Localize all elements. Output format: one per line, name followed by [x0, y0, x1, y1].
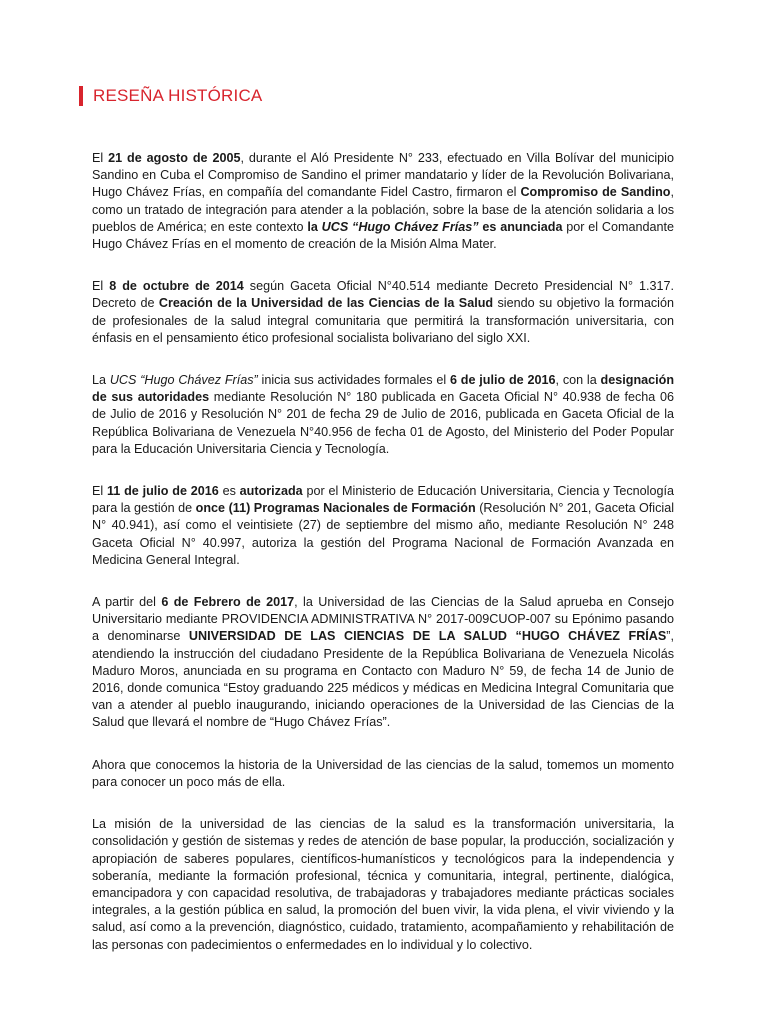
text-run: Compromiso de Sandino: [520, 185, 671, 200]
text-run: , durante el Aló Presidente N° 233, efectuado en Villa Bolívar del municipio Sandino en Cuba el Compromiso de Sandino el primer mandatario y líder de la Revolución Bolivariana, Hugo Chávez Frías, en compañía del comandante Fidel Castro, firmaron el: [92, 151, 674, 200]
text-run: , la Universidad de las Ciencias de la Salud aprueba en Consejo Universitario mediante PROVIDENCIA ADMINISTRATIVA N° 2017-009CUOP-007 su Epónimo pasando a denominarse: [92, 595, 674, 644]
document-body: [92, 150, 674, 979]
text-run: por el Comandante Hugo Chávez Frías en el momento de creación de la Misión Alma Mater.: [92, 219, 674, 252]
text-run: El: [92, 484, 107, 499]
text-run: 8 de octubre de 2014: [109, 279, 244, 294]
text-run: once (11) Programas Nacionales de Formación: [195, 501, 476, 516]
text-run: UNIVERSIDAD DE LAS CIENCIAS DE LA SALUD “HUGO CHÁVEZ FRÍAS: [188, 629, 667, 644]
paragraph-transition: [92, 757, 674, 791]
text-run: mediante Resolución N° 180 publicada en Gaceta Oficial N° 40.938 de fecha 06 de Julio de 2016 y Resolución N° 201 de fecha 29 de Julio de 2016, publicada en Gaceta Oficial de la República Bolivariana de Venezuela N°40.956 de fecha 01 de Agosto, del Ministerio del Poder Popular para la Educación Universitaria Ciencia y Tecnología.: [92, 390, 674, 456]
text-run: 6 de julio de 2016: [449, 373, 556, 388]
text-run: designación de sus autoridades: [92, 373, 675, 405]
paragraph-origin: [92, 150, 674, 253]
text-run: 11 de julio de 2016: [107, 484, 219, 499]
text-run: El: [92, 151, 109, 165]
text-run: , como un tratado de integración para atender a la población, sobre la base de la atención solidaria a los pueblos de América; en este contexto: [92, 185, 674, 234]
paragraph-creation-decree: [92, 278, 674, 347]
paragraph-authorization: [92, 483, 674, 569]
text-run: la: [307, 219, 322, 234]
text-run: A partir del: [92, 595, 162, 610]
text-run: 6 de Febrero de 2017: [161, 595, 295, 610]
text-run: siendo su objetivo la formación de profesionales de la salud integral comunitaria que permitirá la transformación universitaria, con énfasis en el pensamiento ético profesional socialista bolivariano del siglo XXI.: [92, 296, 674, 345]
paragraph-formal-start: [92, 372, 674, 458]
heading-accent-bar: [79, 86, 83, 106]
text-run: autorizada: [239, 484, 303, 499]
paragraph-mission: [92, 816, 674, 954]
text-run: Ahora que conocemos la historia de la Universidad de las ciencias de la salud, tomemos un momento para conocer un poco más de ella.: [92, 757, 674, 789]
section-heading: [79, 86, 262, 106]
text-run: Creación de la Universidad de las Ciencias de la Salud: [158, 296, 494, 311]
text-run: ”, atendiendo la instrucción del ciudadano Presidente de la República Bolivariana de Venezuela Nicolás Maduro Moros, anunciada en su programa en Contacto con Maduro N° 59, de fecha 14 de Junio de 2016, donde comunica “Estoy graduando 225 médicos y médicas en Medicina Integral Comunitaria que van a atender al pueblo inaugurando, iniciando operaciones de la Universidad de las Ciencias de la Salud que llevará el nombre de “Hugo Chávez Frías”.: [92, 629, 674, 730]
text-run: La misión de la universidad de las ciencias de la salud es la transformación universitaria, la consolidación y gestión de sistemas y redes de atención de base popular, la producción, socialización y apropiación de saberes populares, científicos-humanísticos y tecnológicos para la independencia y soberanía, mediante la formación profesional, técnica y comunitaria, integral, pertinente, dialógica, emancipadora y con capacidad resolutiva, de trabajadoras y trabajadores mediante prácticas sociales integrales, a la gestión pública en salud, la promoción del buen vivir, la vida plena, el vivir viviendo y la salud, así como a la prevención, diagnóstico, cuidado, tratamiento, acompañamiento y rehabilitación de las personas con padecimientos o enfermedades en lo individual y lo colectivo.: [92, 817, 674, 952]
text-run: es: [218, 484, 240, 499]
text-run: por el Ministerio de Educación Universitaria, Ciencia y Tecnología para la gestión de: [92, 484, 674, 516]
text-run: UCS “Hugo Chávez Frías”: [321, 219, 479, 234]
text-run: La: [92, 373, 110, 388]
text-run: según Gaceta Oficial N°40.514 mediante Decreto Presidencial N° 1.317. Decreto de: [92, 279, 674, 311]
text-run: , con la: [555, 373, 601, 388]
text-run: es anunciada: [478, 219, 563, 234]
text-run: (Resolución N° 201, Gaceta Oficial N° 40.941), así como el veintisiete (27) de septiembre del mismo año, mediante Resolución N° 248 Gaceta Oficial N° 40.997, autoriza la gestión del Programa Nacional de Formación Avanzada en Medicina General Integral.: [92, 501, 674, 567]
text-run: inicia sus actividades formales el: [257, 373, 450, 388]
paragraph-eponym: [92, 594, 674, 732]
text-run: 21 de agosto de 2005: [108, 151, 241, 165]
text-run: El: [92, 279, 110, 294]
text-run: UCS “Hugo Chávez Frías”: [109, 373, 258, 388]
page-title: RESEÑA HISTÓRICA: [93, 86, 263, 105]
